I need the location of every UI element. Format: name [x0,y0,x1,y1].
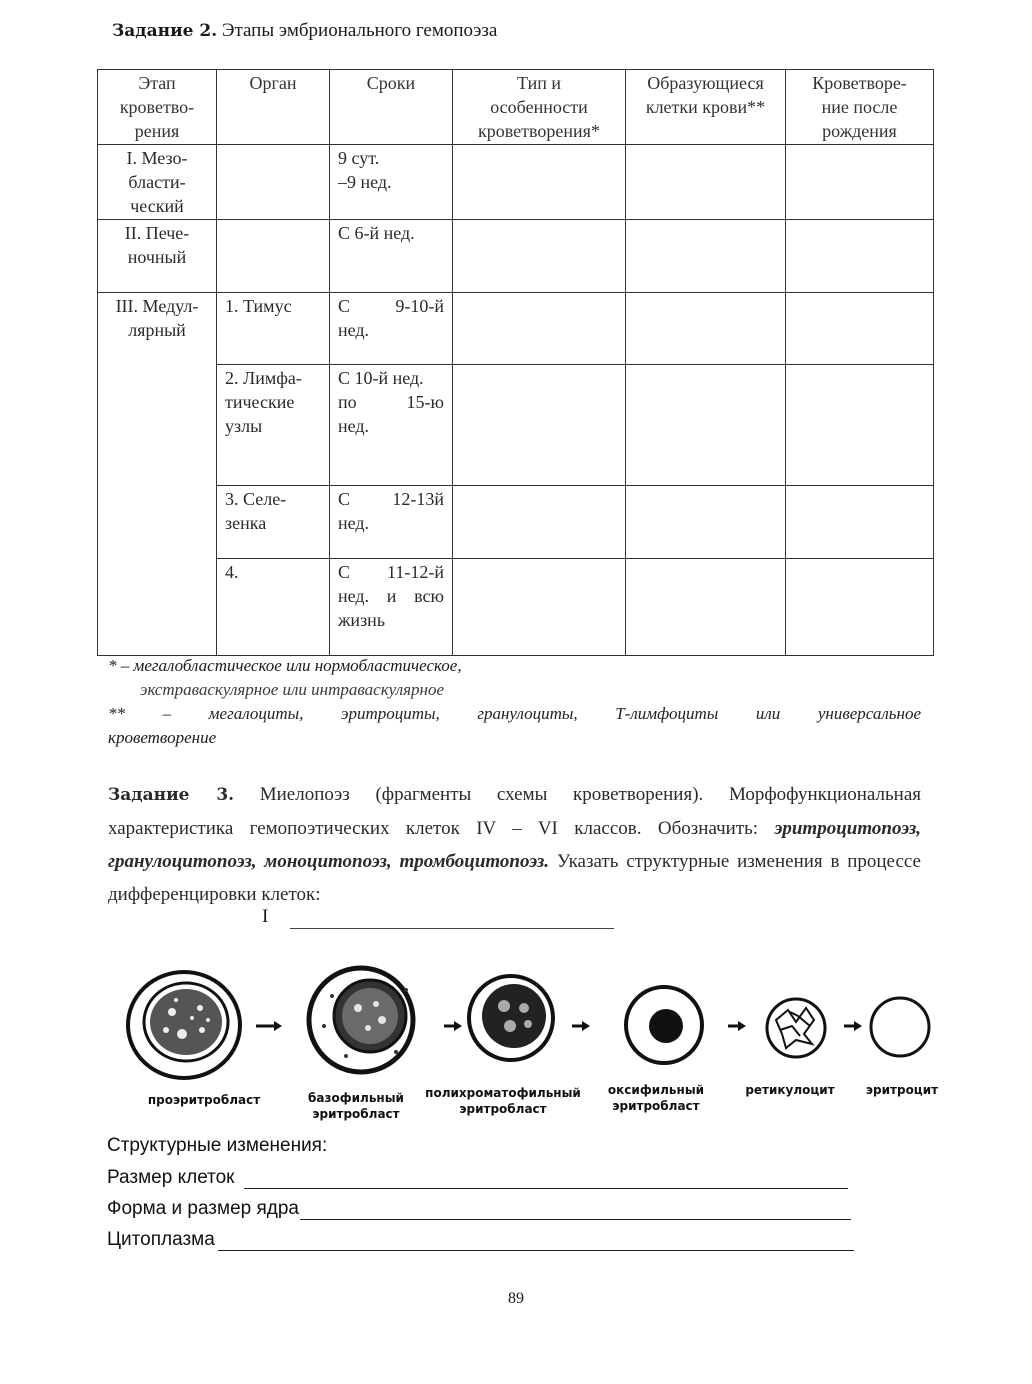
hemopoiesis-stages-table [97,69,934,656]
table-row [98,365,934,486]
type-cell[interactable] [453,220,626,293]
cell-label: проэритробласт [147,1093,261,1107]
postnatal-cell[interactable] [786,365,934,486]
cell-label: оксифильный эритробласт [607,1083,705,1113]
polychromatophilic-erythroblast-cell-icon [469,976,553,1060]
task3-bold-items: эритроцитопоэз, гранулоцитопоэз, моноцитопоэз, тромбоцитопоэз. [108,818,921,872]
cells-cell[interactable] [626,145,786,220]
term-cell: С 6-й нед. [330,220,453,293]
term-cell: С 9-10-й нед. [330,293,453,365]
erythrocyte-cell-icon [871,998,929,1056]
table-row [98,293,934,365]
organ-cell: 1. Тимус [217,293,330,365]
task3-label: Задание 3. [108,785,235,805]
term-cell: С 12-13й нед. [330,486,453,559]
postnatal-cell[interactable] [786,220,934,293]
task2-title: Этапы эмбрионального гемопоэза [221,20,498,41]
term-cell: С 10-й нед. по 15-ю нед. [330,365,453,486]
arrow-icon [844,1021,862,1031]
erythropoiesis-diagram [96,960,946,1100]
basophilic-erythroblast-cell-icon [309,968,413,1072]
cells-cell[interactable] [626,486,786,559]
arrow-icon [444,1021,462,1031]
postnatal-cell[interactable] [786,559,934,656]
table-row [98,486,934,559]
type-cell[interactable] [453,293,626,365]
term-cell: 9 сут. –9 нед. [330,145,453,220]
header-organ: Орган [217,70,330,145]
table-row [98,559,934,656]
proerythroblast-cell-icon [128,972,240,1078]
class-numeral: I [262,906,269,927]
organ-cell: 2. Лимфа- тические узлы [217,365,330,486]
task3-text1: Миелопоэз (фрагменты схемы кроветворения). Морфофункциональная характеристика гемопоэтических клеток IV – VI классов. Обозначить: [108,784,922,839]
cytoplasm-answer-line[interactable] [218,1250,854,1251]
stage-cell: III. Медул- лярный [98,293,217,656]
footnote-2-cont: кроветворение [108,728,217,747]
header-cells: Образующиеся клетки крови** [626,70,786,145]
cell-label: ретикулоцит [745,1083,835,1097]
footnote-1: * – мегалобластическое или нормобластическое, [108,656,462,675]
table-header-row [98,70,934,145]
type-cell[interactable] [453,365,626,486]
nucleus-answer-line[interactable] [300,1219,851,1220]
postnatal-cell[interactable] [786,145,934,220]
cells-cell[interactable] [626,220,786,293]
organ-cell[interactable] [217,220,330,293]
header-postnatal: Кроветворе- ние после рождения [786,70,934,145]
postnatal-cell[interactable] [786,486,934,559]
header-terms: Сроки [330,70,453,145]
oxyphilic-erythroblast-cell-icon [626,987,702,1063]
task2-heading [112,20,497,42]
class-answer-line[interactable] [290,928,614,929]
stage-cell: II. Пече- ночный [98,220,217,293]
footnote-1-cont: экстраваскулярное или интраваскулярное [140,680,445,699]
cell-label: базофильный эритробласт [308,1091,404,1121]
organ-cell[interactable] [217,145,330,220]
cytoplasm-label: Цитоплазма [107,1229,215,1250]
term-cell: С 11-12-й нед. и всю жизнь [330,559,453,656]
task3-paragraph [108,778,921,911]
cells-cell[interactable] [626,365,786,486]
table-row [98,220,934,293]
structural-heading: Структурные изменения: [107,1135,328,1156]
arrow-icon [572,1021,590,1031]
cell-size-label: Размер клеток [107,1167,235,1188]
arrow-icon [256,1021,282,1031]
cell-size-answer-line[interactable] [244,1188,848,1189]
organ-cell: 3. Селе- зенка [217,486,330,559]
type-cell[interactable] [453,145,626,220]
table-row [98,145,934,220]
organ-cell[interactable]: 4. [217,559,330,656]
nucleus-label: Форма и размер ядра [107,1198,299,1219]
reticulocyte-cell-icon [767,999,825,1057]
page-number: 89 [508,1290,524,1307]
cells-cell[interactable] [626,293,786,365]
type-cell[interactable] [453,486,626,559]
task3-text2: Указать структурные изменения в процессе дифференцировки клеток: [108,851,921,905]
cell-label: полихроматофильный эритробласт [425,1086,581,1116]
type-cell[interactable] [453,559,626,656]
stage-cell: I. Мезо- бласти- ческий [98,145,217,220]
postnatal-cell[interactable] [786,293,934,365]
header-stage: Этап кроветво- рения [98,70,217,145]
footnote-2: ** – мегалоциты, эритроциты, гранулоциты, Т-лимфоциты или универсальное [108,704,921,723]
arrow-icon [728,1021,746,1031]
cells-cell[interactable] [626,559,786,656]
cell-label: эритроцит [865,1083,939,1097]
task2-label: Задание 2. [112,21,218,41]
header-type: Тип и особенности кроветворения* [453,70,626,145]
